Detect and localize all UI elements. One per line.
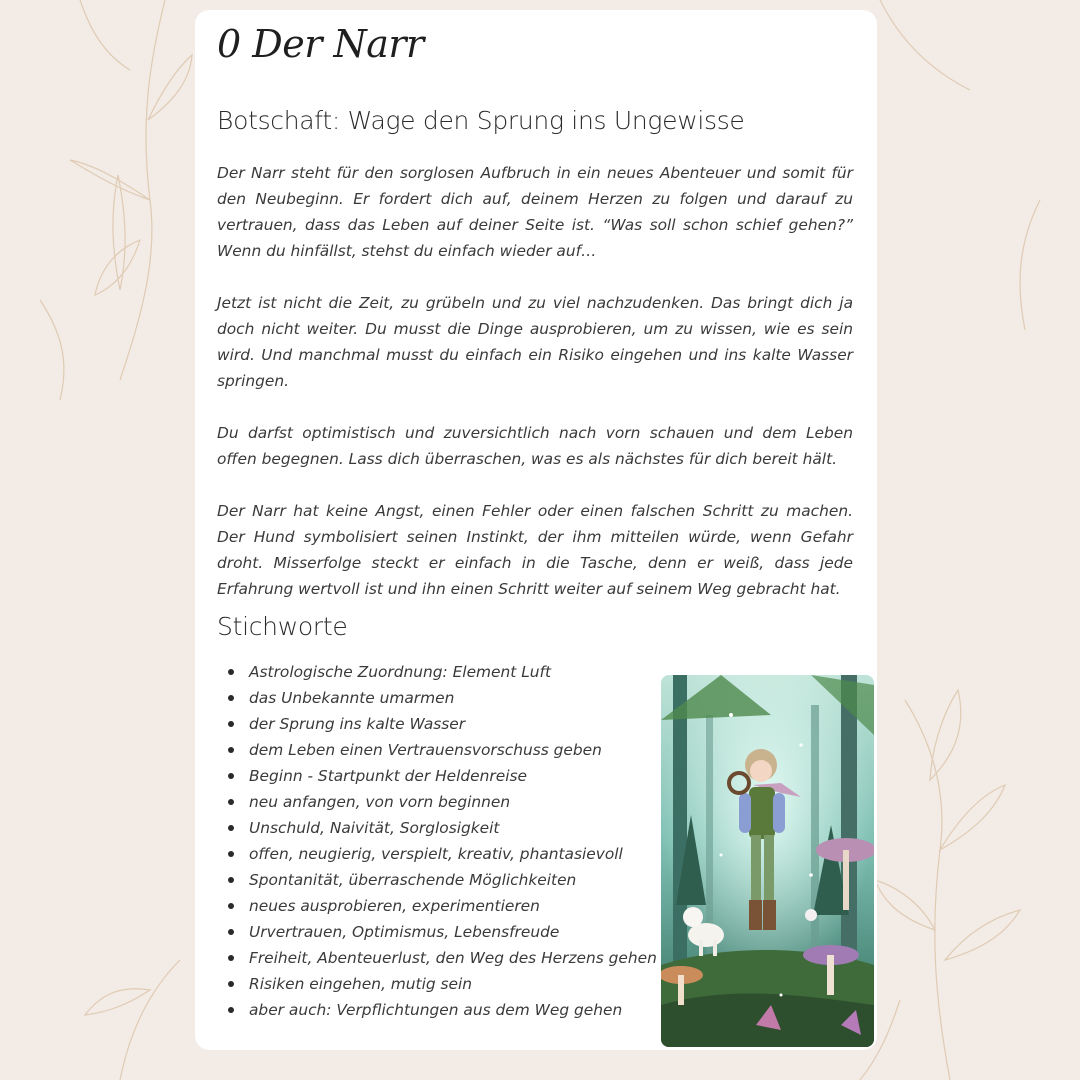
list-item: Unschuld, Naivität, Sorglosigkeit [249,815,657,841]
list-item: Risiken eingehen, mutig sein [249,971,657,997]
list-item: aber auch: Verpflichtungen aus dem Weg gehen [249,997,657,1023]
list-item: Astrologische Zuordnung: Element Luft [249,659,657,685]
list-item: dem Leben einen Vertrauensvorschuss geben [249,737,657,763]
list-item: neues ausprobieren, experimentieren [249,893,657,919]
tarot-card-fool-illustration-icon [661,675,874,1047]
list-item: neu anfangen, von vorn beginnen [249,789,657,815]
description-text [217,160,853,628]
list-item: Freiheit, Abenteuerlust, den Weg des Herzens gehen [249,945,657,971]
paragraph: Der Narr hat keine Angst, einen Fehler oder einen falschen Schritt zu machen. Der Hund symbolisiert seinen Instinkt, der ihm mitteilen würde, wenn Gefahr droht. Misserfolge steckt er einfach in die Tasche, denn er weiß, dass jede Erfahrung wertvoll ist und ihn einen Schritt weiter auf seinem Weg gebracht hat. [217,502,853,598]
page-title: 0 Der Narr [217,22,424,66]
keywords-heading: Stichworte [217,612,348,641]
paragraph: Du darfst optimistisch und zuversichtlich nach vorn schauen und dem Leben offen begegnen. Lass dich überraschen, was es als nächstes für dich bereit hält. [217,424,853,468]
content-card [195,10,877,1050]
list-item: offen, neugierig, verspielt, kreativ, phantasievoll [249,841,657,867]
paragraph: Jetzt ist nicht die Zeit, zu grübeln und zu viel nachzudenken. Das bringt dich ja doch nicht weiter. Du musst die Dinge ausprobieren, um zu wissen, wie es sein wird. Und manchmal musst du einfach ein Risiko eingehen und ins kalte Wasser springen. [217,294,853,390]
keywords-list [217,659,657,1023]
tarot-card-image [661,675,874,1047]
paragraph: Der Narr steht für den sorglosen Aufbruch in ein neues Abenteuer und somit für den Neubeginn. Er fordert dich auf, deinem Herzen zu folgen und darauf zu vertrauen, dass das Leben auf deiner Seite ist. “Was soll schon schief gehen?” Wenn du hinfällst, stehst du einfach wieder auf… [217,164,853,260]
list-item: Beginn - Startpunkt der Heldenreise [249,763,657,789]
list-item: Urvertrauen, Optimismus, Lebensfreude [249,919,657,945]
list-item: das Unbekannte umarmen [249,685,657,711]
message-heading: Botschaft: Wage den Sprung ins Ungewisse [217,106,745,135]
list-item: der Sprung ins kalte Wasser [249,711,657,737]
list-item: Spontanität, überraschende Möglichkeiten [249,867,657,893]
